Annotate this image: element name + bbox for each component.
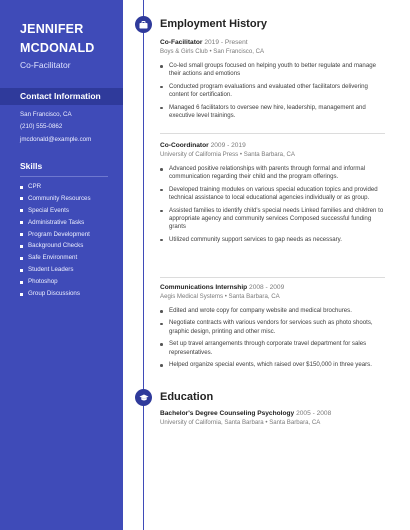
name-line-1: JENNIFER: [20, 22, 84, 36]
skill-item: Background Checks: [20, 240, 91, 252]
job-bullets: [160, 307, 385, 369]
skill-item: CPR: [20, 181, 91, 193]
skills-heading: Skills: [20, 161, 43, 171]
contact-heading: Contact Information: [0, 88, 123, 105]
job-bullet: Set up travel arrangements through corporate travel department for sales representatives.: [160, 340, 385, 357]
job-title: Communications Internship: [160, 284, 248, 291]
skill-item: Special Events: [20, 205, 91, 217]
section-divider: [160, 277, 385, 278]
contact-location: San Francisco, CA: [20, 111, 72, 118]
briefcase-icon: [135, 16, 152, 33]
job-bullet: Negotiate contracts with various vendors for services such as photo shoots, graphic design, printing and other misc.: [160, 319, 385, 336]
job-dates: 2008 - 2009: [249, 284, 285, 291]
job-location: Santa Barbara, CA: [243, 151, 295, 158]
job-bullet: Managed 6 facilitators to oversee new hire, leadership, management and executive level trainings.: [160, 104, 385, 121]
job-location: Santa Barbara, CA: [228, 293, 280, 300]
skills-divider: [20, 176, 108, 177]
job-bullet: Conducted program evaluations and evaluated other facilitators delivering content for certification.: [160, 83, 385, 100]
job-org: Aegis Medical Systems: [160, 293, 223, 300]
degree-title: Bachelor's Degree Counseling Psychology: [160, 410, 295, 417]
skill-item: Administrative Tasks: [20, 217, 91, 229]
job-bullet: Edited and wrote copy for company website and medical brochures.: [160, 307, 385, 315]
job-bullet: Assisted families to identify child's special needs Linked families and children to appropriate agency and community services Composed successful funding grants: [160, 207, 385, 232]
candidate-name: [20, 20, 95, 58]
job-org: Boys & Girls Club: [160, 48, 208, 55]
job-org: University of California Press: [160, 151, 239, 158]
job-entry-1: Co-Facilitator 2019 - Present Boys & Girls Club • San Francisco, CA Co-led small groups focused on helping youth to better regulate and manage their actions and emotions Conducted program evaluations and evaluated other facilitators delivering content for certification. Managed 6 facilitators to oversee new hire, leadership, management and executive level trainings.: [160, 38, 385, 124]
sidebar: [0, 0, 123, 530]
skill-item: Community Resources: [20, 193, 91, 205]
job-location: San Francisco, CA: [213, 48, 265, 55]
skill-item: Photoshop: [20, 276, 91, 288]
job-bullet: Helped organize special events, which raised over $150,000 in three years.: [160, 361, 385, 369]
school-name: University of California, Santa Barbara: [160, 419, 264, 426]
employment-heading: Employment History: [160, 18, 267, 30]
school-location: Santa Barbara, CA: [269, 419, 321, 426]
skill-item: Student Leaders: [20, 264, 91, 276]
timeline-line: [143, 0, 144, 530]
job-bullet: Developed training modules on various special education topics and provided technical assistance to local educational agencies individually or as group.: [160, 186, 385, 203]
skill-item: Program Development: [20, 229, 91, 241]
job-title: Co-Facilitator: [160, 39, 203, 46]
job-bullets: [160, 165, 385, 244]
job-dates: 2019 - Present: [204, 39, 248, 46]
education-heading: Education: [160, 391, 214, 403]
education-dates: 2005 - 2008: [296, 410, 332, 417]
skill-item: Group Discussions: [20, 288, 91, 300]
job-entry-3: Communications Internship 2008 - 2009 Aegis Medical Systems • Santa Barbara, CA Edited and wrote copy for company website and medical brochures. Negotiate contracts with various vendors for services such as photo shoots, graphic design, printing and other misc. Set up travel arrangements through corporate travel department for sales representatives. Helped organize special events, which raised over $150,000 in three years.: [160, 283, 385, 374]
graduation-cap-icon: [135, 389, 152, 406]
contact-email[interactable]: jmcdonald@example.com: [20, 136, 92, 143]
skills-list: [20, 181, 91, 300]
job-bullets: [160, 62, 385, 120]
job-title: Co-Coordinator: [160, 142, 209, 149]
job-bullet: Advanced positive relationships with parents through formal and informal communication regarding their child and the program offerings.: [160, 165, 385, 182]
skill-item: Safe Environment: [20, 252, 91, 264]
job-entry-2: Co-Coordinator 2009 - 2019 University of California Press • Santa Barbara, CA Advanced positive relationships with parents through formal and informal communication regarding their child and the program offerings. Developed training modules on various special education topics and provided technical assistance to local educational agencies individually or as group. Assisted families to identify child's special needs Linked families and children to appropriate agency and community services Composed successful funding grants Utilized community support services to gap needs as necessary.: [160, 142, 384, 243]
section-divider: [160, 133, 385, 134]
job-bullet: Utilized community support services to gap needs as necessary.: [160, 236, 385, 244]
job-dates: 2009 - 2019: [210, 142, 246, 149]
name-line-2: MCDONALD: [20, 41, 95, 55]
contact-phone: (210) 555-0862: [20, 123, 63, 130]
candidate-role: Co-Facilitator: [20, 60, 71, 70]
education-entry: Bachelor's Degree Counseling Psychology 2005 - 2008 University of California, Santa Barbara • Santa Barbara, CA: [160, 410, 332, 426]
job-bullet: Co-led small groups focused on helping youth to better regulate and manage their actions and emotions: [160, 62, 385, 79]
